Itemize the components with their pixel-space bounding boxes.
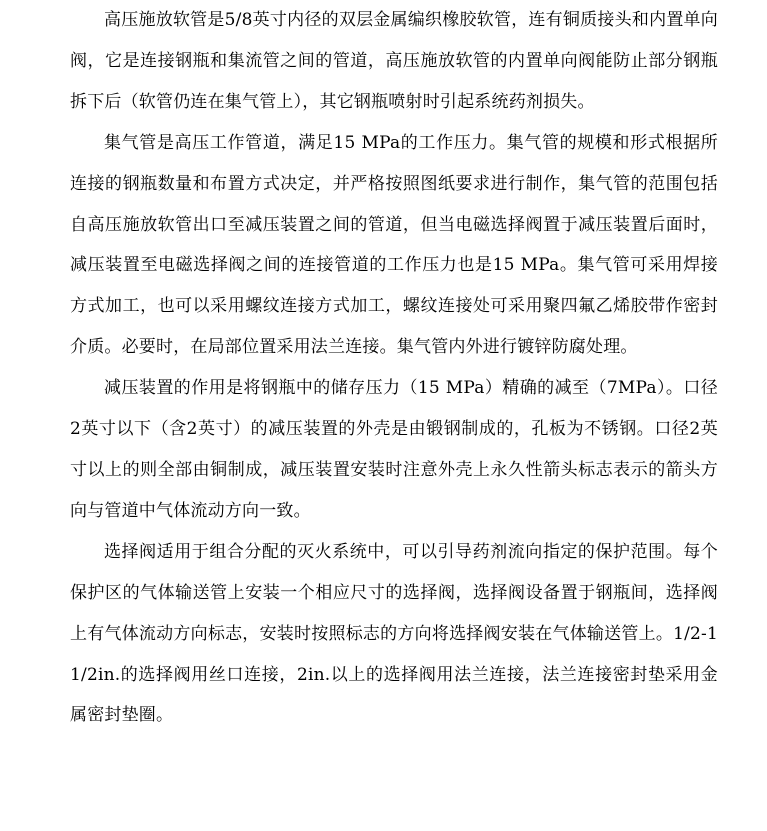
paragraph-pressure-reducer: 减压装置的作用是将钢瓶中的储存压力（15 MPa）精确的减至（7MPa）。口径2英寸以下（含2英寸）的减压装置的外壳是由锻钢制成的，孔板为不锈钢。口径2英寸以上的则全部由铜制成，减压装置安装时注意外壳上永久性箭头标志表示的箭头方向与管道中气体流动方向一致。 xyxy=(70,378,718,521)
paragraph-manifold: 集气管是高压工作管道，满足15 MPa的工作压力。集气管的规模和形式根据所连接的钢瓶数量和布置方式决定，并严格按照图纸要求进行制作，集气管的范围包括自高压施放软管出口至减压装置之间的管道，但当电磁选择阀置于减压装置后面时，减压装置至电磁选择阀之间的连接管道的工作压力也是15 MPa。集气管可采用焊接方式加工，也可以采用螺纹连接方式加工，螺纹连接处可采用聚四氟乙烯胶带作密封介质。必要时，在局部位置采用法兰连接。集气管内外进行镀锌防腐处理。 xyxy=(70,132,718,358)
paragraph-high-pressure-hose: 高压施放软管是5/8英寸内径的双层金属编织橡胶软管，连有铜质接头和内置单向阀，它是连接钢瓶和集流管之间的管道，高压施放软管的内置单向阀能防止部分钢瓶拆下后（软管仍连在集气管上），其它钢瓶喷射时引起系统药剂损失。 xyxy=(70,10,718,112)
document-page xyxy=(70,0,718,736)
paragraph-selector-valve: 选择阀适用于组合分配的灭火系统中，可以引导药剂流向指定的保护范围。每个保护区的气体输送管上安装一个相应尺寸的选择阀，选择阀设备置于钢瓶间，选择阀上有气体流动方向标志，安装时按照标志的方向将选择阀安装在气体输送管上。1/2-11/2in.的选择阀用丝口连接，2in.以上的选择阀用法兰连接，法兰连接密封垫采用金属密封垫圈。 xyxy=(70,541,718,726)
